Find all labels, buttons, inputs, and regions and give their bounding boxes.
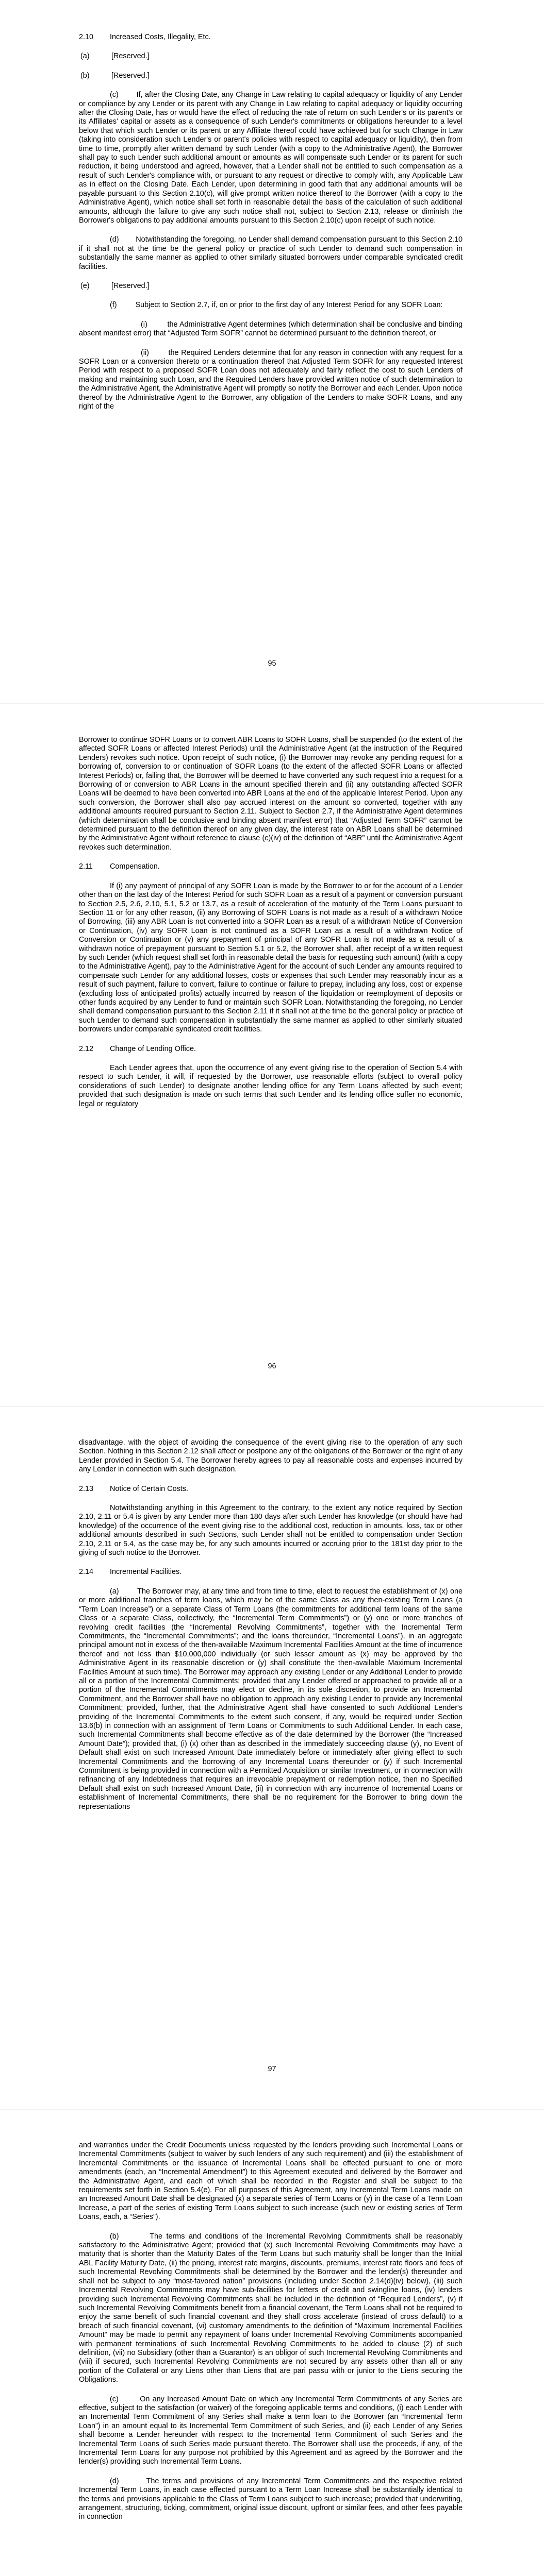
section-title: Compensation. xyxy=(110,862,160,871)
clause-c: (c) If, after the Closing Date, any Change in Law relating to capital adequacy or liquidity of any Lender or compliance by any Lender or its parent with any Change in Law relating to capital adequacy or liquidity occurring after the Closing Date, has or would have the effect of reducing the rate of return on such Lender's or its parent's or its Affiliates' capital or assets as a consequence of such Lender's commitments or obligations hereunder to a level below that which such Lender or its parent or any Affiliate thereof could have achieved but for such Change in Law (taking into consideration such Lender's or parent's policies with respect to capital adequacy or liquidity), then from time to time, promptly after written demand by such Lender (with a copy to the Administrative Agent), the Borrower shall pay to such Lender such additional amount or amounts as will compensate such Lender or its parent for such reduction, it being understood and agreed, however, that a Lender shall not be entitled to such compensation as a result of such Lender's compliance with, or pursuant to any request or directive to comply with, any Applicable Law as in effect on the Closing Date. Each Lender, upon determining in good faith that any additional amounts will be payable pursuant to this Section 2.10(c), will give prompt written notice thereof to the Borrower (with a copy to the Administrative Agent), which notice shall set forth in reasonable detail the basis of the calculation of such additional amounts, although the failure to give any such notice shall not, subject to Section 2.13, release or diminish the Borrower's obligations to pay additional amounts pursuant to this Section 2.10(c) upon receipt of such notice. xyxy=(79,91,463,225)
clause-a: (a) [Reserved.] xyxy=(80,52,150,61)
section-title: Change of Lending Office. xyxy=(110,1044,196,1053)
section-number: 2.14 xyxy=(79,1568,94,1577)
section-number: 2.12 xyxy=(79,1044,94,1053)
section-heading xyxy=(79,33,463,42)
page-96 xyxy=(0,736,544,1119)
section-heading xyxy=(79,1568,463,1577)
clause-b: (b) The terms and conditions of the Incremental Revolving Commitments shall be reasonably satisfactory to the Administrative Agent; provided that (x) such Incremental Revolving Commitments may have a maturity that is shorter than the Maturity Dates of the Term Loans but such maturity shall be longer than the Initial ABL Facility Maturity Date, (ii) the pricing, interest rate margins, discounts, premiums, interest rate floors and fees of such Incremental Revolving Commitments shall be determined by the Borrower and the lender(s) thereunder and shall not be subject to any “most-favored nation” provisions (including under Section 2.14(d)(iv) below), (iii) such Incremental Revolving Commitments may have sub-facilities for letters of credit and swingline loans, (iv) lenders providing such Incremental Revolving Commitments shall be included in the definition of “Required Lenders”, (v) if such Incremental Revolving Commitments benefit from a financial covenant, the Term Loans shall not be required to enjoy the same benefit of such financial covenant and they shall cross accelerate (instead of cross default) to a breach of such financial covenant, (vi) customary amendments to the definition of “Maximum Incremental Facilities Amount” may be made to permit any repayment of loans under Incremental Revolving Commitments accompanied with permanent terminations of such Incremental Revolving Commitments to be added to clause (2) of such definition, (vii) no Subsidiary (other than a Guarantor) is an obligor of such Incremental Revolving Commitments and (viii) if secured, such Incremental Revolving Commitments are not secured by any assets other than all or any portion of the Collateral or any Liens other than Liens that are pari passu with or junior to the Liens securing the Obligations. xyxy=(79,2232,463,2384)
page-95 xyxy=(0,33,544,421)
clause-c: (c) On any Increased Amount Date on which any Incremental Term Commitments of any Series are effective, subject to the satisfaction (or waiver) of the foregoing applicable terms and conditions, (i) each Lender with an Incremental Term Commitment of any Series shall make a term loan to the Borrower (an “Incremental Term Loan”) in an amount equal to its Incremental Term Commitment of such Series, and (ii) each Lender of any Series shall become a Lender hereunder with respect to the Incremental Term Commitment of such Series and the Incremental Term Loans of such Series made pursuant thereto. The Borrower shall use the proceeds, if any, of the Incremental Term Loans for any purpose not prohibited by this Agreement and as agreed by the Borrower and the lender(s) providing such Incremental Term Loans. xyxy=(79,2395,463,2466)
clause-d: (d) Notwithstanding the foregoing, no Lender shall demand compensation pursuant to this Section 2.10 if it shall not at the time be the general policy or practice of such Lender to demand such compensation in substantially the same manner as applied to other similarly situated borrowers under comparable syndicated credit facilities. xyxy=(79,235,463,271)
section-number: 2.10 xyxy=(79,33,94,41)
paragraph: Each Lender agrees that, upon the occurrence of any event giving rise to the operation of Section 5.4 with respect to such Lender, it will, if requested by the Borrower, use reasonable efforts (subject to overall policy considerations of such Lender) to designate another lending office for any Term Loans affected by such event; provided that such designation is made on such terms that such Lender and its lending office suffer no economic, legal or regulatory xyxy=(79,1064,463,1108)
page-number: 97 xyxy=(268,2065,276,2073)
paragraph: Borrower to continue SOFR Loans or to convert ABR Loans to SOFR Loans, shall be suspended (to the extent of the affected SOFR Loans or affected Interest Periods) until the Administrative Agent (at the instruction of the Required Lenders) revokes such notice. Upon receipt of such notice, (i) the Borrower may revoke any pending request for a borrowing of, conversion to or continuation of SOFR Loans (to the extent of the affected SOFR Loans or affected Interest Periods) or, failing that, the Borrower will be deemed to have converted any such request into a request for a Borrowing of or conversion to ABR Loans in the amount specified therein and (ii) any outstanding affected SOFR Loans will be deemed to have been converted into ABR Loans at the end of the applicable Interest Period. Upon any such conversion, the Borrower shall also pay accrued interest on the amount so converted, together with any additional amounts required pursuant to Section 2.11. Subject to Section 2.7, if the Administrative Agent determines (which determination shall be conclusive and binding absent manifest error) that “Adjusted Term SOFR” cannot be determined pursuant to the definition thereof on any given day, the interest rate on ABR Loans shall be determined by the Administrative Agent without reference to clause (c)(iv) of the definition of “ABR” until the Administrative Agent revokes such determination. xyxy=(79,736,463,852)
section-heading xyxy=(79,1485,463,1494)
paragraph: If (i) any payment of principal of any SOFR Loan is made by the Borrower to or for the account of a Lender other than on the last day of the Interest Period for such SOFR Loan as a result of a payment or conversion pursuant to Section 2.5, 2.6, 2.10, 5.1, 5.2 or 13.7, as a result of acceleration of the maturity of the Term Loans pursuant to Section 11 or for any other reason, (ii) any Borrowing of SOFR Loans is not made as a result of a withdrawn Notice of Borrowing, (iii) any ABR Loan is not converted into a SOFR Loan as a result of a withdrawn Notice of Conversion or Continuation, (iv) any SOFR Loan is not continued as a SOFR Loan as a result of a withdrawn Notice of Conversion or Continuation or (v) any prepayment of principal of any SOFR Loan is not made as a result of a withdrawn notice of prepayment pursuant to Section 5.1 or 5.2, the Borrower shall, after receipt of a written request by such Lender (which request shall set forth in reasonable detail the basis for requesting such amount) (with a copy to the Administrative Agent), pay to the Administrative Agent for the account of such Lender any amounts required to compensate such Lender for any additional losses, costs or expenses that such Lender may reasonably incur as a result of such payment, failure to convert, failure to continue or failure to prepay, including any loss, cost or expense (excluding loss of anticipated profits) actually incurred by reason of the liquidation or reemployment of deposits or other funds acquired by any Lender to fund or maintain such SOFR Loan. Notwithstanding the foregoing, no Lender shall demand compensation pursuant to this Section 2.11 if it shall not at the time be the general policy or practice of such Lender to demand such compensation in substantially the same manner as applied to other similarly situated borrowers under comparable syndicated credit facilities. xyxy=(79,882,463,1034)
page-number: 95 xyxy=(268,659,276,668)
section-title: Incremental Facilities. xyxy=(110,1568,182,1577)
clause-f: (f) Subject to Section 2.7, if, on or prior to the first day of any Interest Period for any SOFR Loan: xyxy=(110,301,443,310)
page-97 xyxy=(0,1438,544,1822)
section-heading xyxy=(79,1045,463,1054)
section-title: Notice of Certain Costs. xyxy=(110,1484,188,1493)
clause-e: (e) [Reserved.] xyxy=(80,281,150,290)
paragraph: and warranties under the Credit Documents unless requested by the lenders providing such Incremental Loans or Incremental Commitments (subject to waiver by such lenders of any such requirement) and (iii) the establishment of Incremental Commitments or the issuance of Incremental Loans shall be effected pursuant to one or more amendments (each, an “Incremental Amendment”) to this Agreement executed and delivered by the Borrower and the Administrative Agent, and each of which shall be recorded in the Register and shall be subject to the requirements set forth in Section 5.4(e). For all purposes of this Agreement, any Incremental Term Loans made on an Increased Amount Date shall be designated (x) a separate series of Term Loans or (y) in the case of a Term Loan Increase, a part of the series of existing Term Loans subject to such increase (such new or existing series of Term Loans, each, a “Series”). xyxy=(79,2141,463,2222)
page-divider xyxy=(0,703,544,704)
paragraph: Notwithstanding anything in this Agreement to the contrary, to the extent any notice required by Section 2.10, 2.11 or 5.4 is given by any Lender more than 180 days after such Lender has knowledge (or should have had knowledge) of the occurrence of the event giving rise to the additional cost, reduction in amounts, loss, tax or other additional amounts described in such Sections, such Lender shall not be entitled to compensation under Section 2.10, 2.11 or 5.4, as the case may be, for any such amounts incurred or accruing prior to the 181st day prior to the giving of such notice to the Borrower. xyxy=(79,1504,463,1557)
page-98 xyxy=(0,2141,544,2532)
page-divider xyxy=(0,1406,544,1407)
section-number: 2.11 xyxy=(79,862,93,871)
clause-a: (a) The Borrower may, at any time and from time to time, elect to request the establishment of (x) one or more additional tranches of term loans, which may be of the same Class as any then-existing Term Loans (a “Term Loan Increase”) or a separate Class of Term Loans (the commitments for additional term loans of the same Class or a separate Class, collectively, the “Incremental Term Commitments”) or (y) one or more tranches of revolving credit facilities (the “Incremental Revolving Commitments”, together with the Incremental Term Commitments, the “Incremental Commitments”; and the loans thereunder, “Incremental Loans”), in an aggregate principal amount not in excess of the then-available Maximum Incremental Facilities Amount at the time of incurrence thereof and not less than $10,000,000 individually (or such lesser amount as (x) may be approved by the Administrative Agent in its reasonable discretion or (y) shall constitute the then-available Maximum Incremental Facilities Amount at such time). The Borrower may approach any existing Lender or any Additional Lender to provide all or a portion of the Incremental Commitments; provided that any Lender offered or approached to provide all or a portion of the Incremental Commitments may elect or decline, in its sole discretion, to provide an Incremental Commitment, and the Borrower shall have no obligation to approach any existing Lender to provide any Incremental Commitment; provided, further, that the Administrative Agent shall have consented to such Additional Lender's providing of the Incremental Commitments to the extent such consent, if any, would be required under Section 13.6(b) in connection with an assignment of Term Loans or Commitments to such Additional Lender. In each case, such Incremental Commitments shall become effective as of the date determined by the Borrower (the “Increased Amount Date”); provided that, (i) (x) other than as described in the immediately succeeding clause (y), no Event of Default shall exist on such Increased Amount Date immediately before or immediately after giving effect to such Incremental Commitments and the borrowing of any Incremental Loans thereunder or (y) if such Incremental Commitment is being provided in connection with a Permitted Acquisition or similar Investment, or in connection with refinancing of any Indebtedness that requires an irrevocable prepayment or redemption notice, then no Specified Default shall exist on such Increased Amount Date, (ii) in connection with any incurrence of Incremental Loans or establishment of Incremental Commitments, there shall be no requirement for the Borrower to bring down the representations xyxy=(79,1587,463,1811)
paragraph: disadvantage, with the object of avoiding the consequence of the event giving rise to the operation of any such Section. Nothing in this Section 2.12 shall affect or postpone any of the obligations of the Borrower or the right of any Lender provided in Section 5.4. The Borrower hereby agrees to pay all reasonable costs and expenses incurred by any Lender in connection with such designation. xyxy=(79,1438,463,1474)
section-number: 2.13 xyxy=(79,1484,94,1493)
section-heading xyxy=(79,862,463,871)
clause-f-i: (i) the Administrative Agent determines (which determination shall be conclusive and binding absent manifest error) that “Adjusted Term SOFR” cannot be determined pursuant to the definition thereof, or xyxy=(79,320,463,338)
clause-d: (d) The terms and provisions of any Incremental Term Commitments and the respective related Incremental Term Loans, in each case effected pursuant to a Term Loan Increase shall be substantially identical to the terms and provisions applicable to the Class of Term Loans subject to such increase; provided that underwriting, arrangement, structuring, ticking, commitment, original issue discount, upfront or similar fees, and other fees payable in connection xyxy=(79,2477,463,2521)
section-title: Increased Costs, Illegality, Etc. xyxy=(110,33,211,41)
clause-f-ii: (ii) the Required Lenders determine that for any reason in connection with any request for a SOFR Loan or a conversion thereto or a continuation thereof that Adjusted Term SOFR for any requested Interest Period with respect to a proposed SOFR Loan does not adequately and fairly reflect the cost to such Lenders of making and maintaining such Loan, and the Required Lenders have provided written notice of such determination to the Administrative Agent, the Administrative Agent will promptly so notify the Borrower and each Lender. Upon notice thereof by the Administrative Agent to the Borrower, any obligation of the Lenders to make SOFR Loans, and any right of the xyxy=(79,348,463,411)
page-number: 96 xyxy=(268,1362,276,1370)
page-divider xyxy=(0,2109,544,2110)
clause-b: (b) [Reserved.] xyxy=(80,71,150,80)
